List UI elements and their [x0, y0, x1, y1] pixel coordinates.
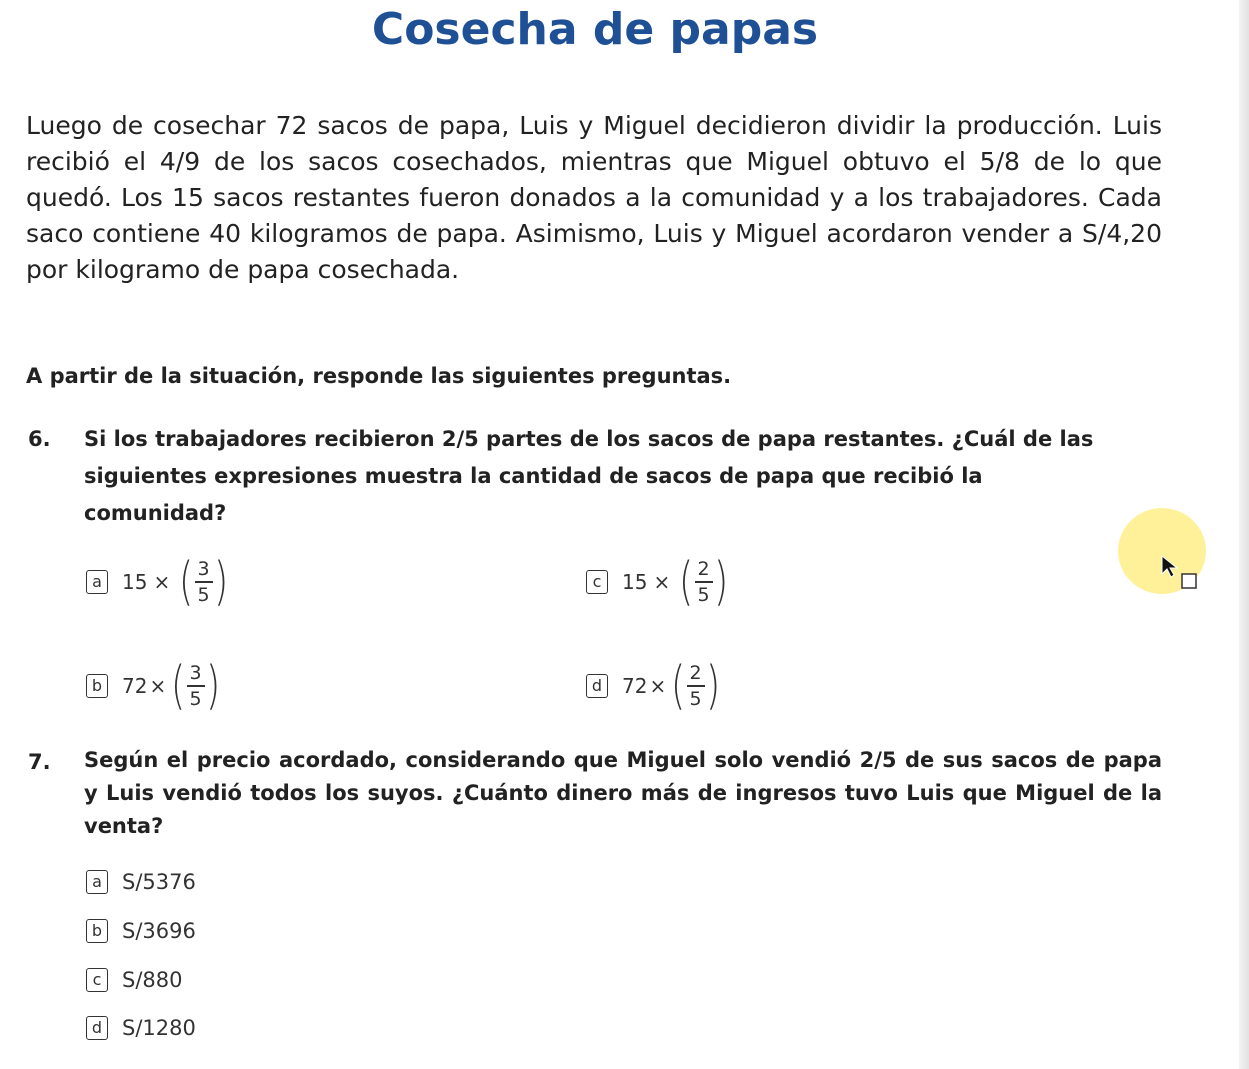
right-paren: )	[205, 656, 220, 716]
left-paren: (	[179, 552, 194, 612]
expr-base: 15	[122, 570, 148, 594]
expr-base: 72	[622, 674, 648, 698]
fraction-numerator: 2	[689, 662, 702, 685]
option-expression	[122, 552, 231, 612]
fraction	[695, 558, 713, 606]
expr-base: 15	[622, 570, 648, 594]
fraction-numerator: 3	[197, 558, 210, 581]
question-7-option-b[interactable]	[86, 919, 196, 943]
fraction-bar	[187, 685, 205, 687]
question-6-option-c[interactable]	[586, 552, 731, 612]
question-7-option-c[interactable]	[86, 968, 183, 992]
left-paren: (	[671, 656, 686, 716]
problem-statement: Luego de cosechar 72 sacos de papa, Luis y Miguel decidieron dividir la producción. Luis recibió el 4/9 de los sacos cosechados, mientras que Miguel obtuvo el 5/8 de lo que quedó. Los 15 sacos restantes fueron donados a la comunidad y a los trabajadores. Cada saco contiene 40 kilogramos de papa. Asimismo, Luis y Miguel acordaron vender a S/4,20 por kilogramo de papa cosechada.	[26, 111, 1162, 284]
left-paren: (	[679, 552, 694, 612]
fraction	[195, 558, 213, 606]
option-letter-box: b	[86, 674, 108, 698]
question-6-option-d[interactable]	[586, 656, 723, 716]
fraction-numerator: 3	[189, 662, 202, 685]
pointer-cursor-icon	[1160, 554, 1204, 594]
option-letter-box: c	[586, 570, 608, 594]
right-paren: )	[705, 656, 720, 716]
option-expression	[122, 656, 223, 716]
option-value: S/880	[122, 968, 183, 992]
page-title: Cosecha de papas	[371, 4, 819, 55]
question-6-option-a[interactable]	[86, 552, 231, 612]
question-7-number: 7.	[28, 750, 51, 774]
option-letter-box: d	[86, 1016, 108, 1040]
option-value: S/5376	[122, 870, 196, 894]
question-6-text: Si los trabajadores recibieron 2/5 partes de los sacos de papa restantes. ¿Cuál de las siguientes expresiones muestra la cantidad de sacos de papa que recibió la comunidad?	[84, 427, 1094, 525]
option-letter-box: b	[86, 919, 108, 943]
question-6-option-b[interactable]	[86, 656, 223, 716]
fraction-bar	[687, 685, 705, 687]
option-letter-box: a	[86, 570, 108, 594]
page-edge	[1239, 0, 1249, 1069]
question-6-number: 6.	[28, 427, 51, 451]
left-paren: (	[171, 656, 186, 716]
fraction-denominator: 5	[197, 583, 210, 606]
fraction-denominator: 5	[189, 687, 202, 710]
option-letter-box: d	[586, 674, 608, 698]
option-expression	[622, 656, 723, 716]
times-sign: ×	[649, 674, 667, 698]
option-letter-box: a	[86, 870, 108, 894]
fraction-bar	[195, 581, 213, 583]
times-sign: ×	[149, 674, 167, 698]
expr-base: 72	[122, 674, 148, 698]
option-value: S/3696	[122, 919, 196, 943]
option-expression	[622, 552, 731, 612]
question-7-option-d[interactable]	[86, 1016, 196, 1040]
times-sign: ×	[153, 570, 171, 594]
fraction-numerator: 2	[697, 558, 710, 581]
times-sign: ×	[653, 570, 671, 594]
option-letter-box: c	[86, 968, 108, 992]
fraction-denominator: 5	[697, 583, 710, 606]
option-value: S/1280	[122, 1016, 196, 1040]
question-7-text: Según el precio acordado, considerando que Miguel solo vendió 2/5 de sus sacos de papa y Luis vendió todos los suyos. ¿Cuánto dinero más de ingresos tuvo Luis que Miguel de la venta?	[84, 748, 1162, 838]
instruction-text: A partir de la situación, responde las siguientes preguntas.	[26, 364, 732, 388]
right-paren: )	[713, 552, 728, 612]
fraction	[187, 662, 205, 710]
fraction-denominator: 5	[689, 687, 702, 710]
fraction-bar	[695, 581, 713, 583]
fraction	[687, 662, 705, 710]
right-paren: )	[213, 552, 228, 612]
question-7-option-a[interactable]	[86, 870, 196, 894]
